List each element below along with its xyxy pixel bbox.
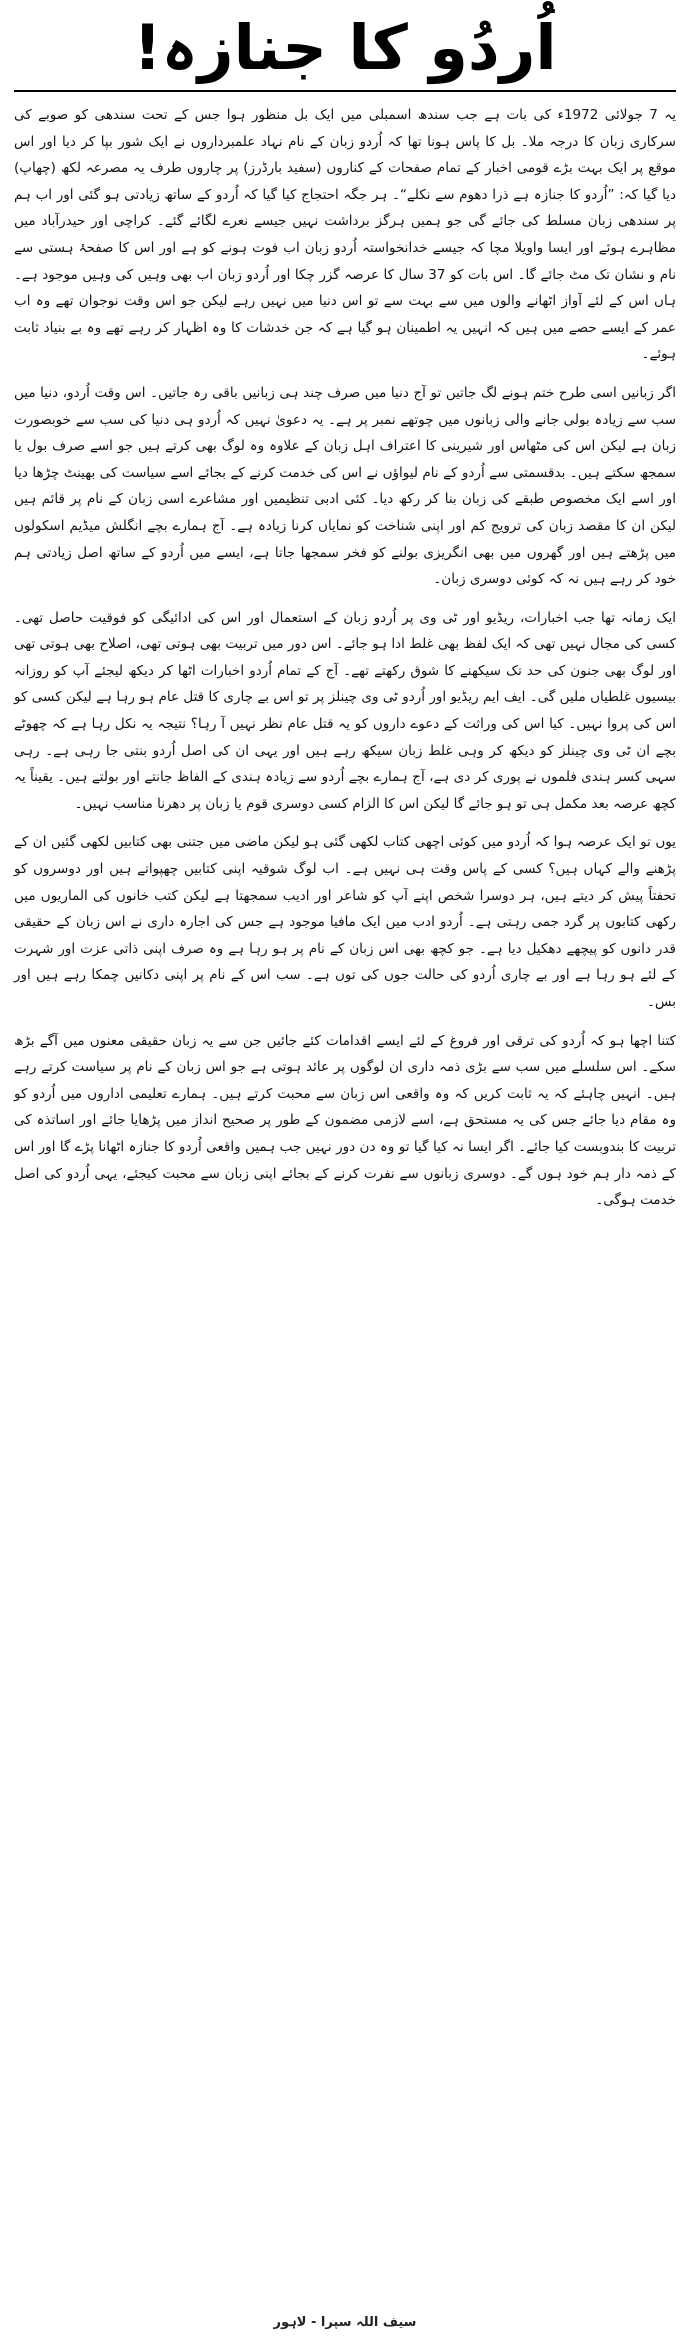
headline: اُردُو کا جنازہ!: [133, 11, 557, 84]
article-body: [14, 102, 676, 1214]
author-byline: سیف اللہ سپرا - لاہور: [273, 2315, 417, 2330]
article-paragraph: کتنا اچھا ہو کہ اُردو کی ترقی اور فروغ کے لئے ایسے اقدامات کئے جائیں جن سے یہ زبان حقیقی معنوں میں آگے بڑھ سکے۔ اس سلسلے میں سب سے بڑی ذمہ داری ان لوگوں پر عائد ہوتی ہے جو اس زبان کے نام پر سیاست کرتے رہے ہیں۔ انہیں چاہئے کہ یہ ثابت کریں کہ وہ واقعی اس زبان سے محبت کرتے ہیں۔ ہمارے تعلیمی اداروں میں اُردو کو وہ مقام دیا جائے جس کی یہ مستحق ہے، اسے لازمی مضمون کے طور پر صحیح انداز میں پڑھایا جائے اور اساتذہ کی تربیت کا بندوبست کیا جائے۔ اگر ایسا نہ کیا گیا تو وہ دن دور نہیں جب ہمیں واقعی اُردو کا جنازہ اٹھانا پڑے گا اور اس کے ذمہ دار ہم خود ہوں گے۔ دوسری زبانوں سے نفرت کرنے کے بجائے اپنی زبان سے محبت کیجئے، یہی اُردو کی اصل خدمت ہوگی۔: [14, 1032, 676, 1209]
article-paragraph: اگر زبانیں اسی طرح ختم ہونے لگ جاتیں تو آج دنیا میں صرف چند ہی زبانیں باقی رہ جاتیں۔ اس وقت اُردو، دنیا میں سب سے زیادہ بولی جانے والی زبانوں میں چوتھے نمبر پر ہے۔ یہ دعویٰ نہیں کہ اُردو ہی دنیا کی سب سے خوبصورت زبان ہے لیکن اس کی مٹھاس اور شیرینی کا اعتراف اہل زبان کے علاوہ وہ لوگ بھی کرتے ہیں جو اسے صرف بول یا سمجھ سکتے ہیں۔ بدقسمتی سے اُردو کے نام لیواؤں نے اس کی خدمت کرنے کے بجائے اسے سیاست کی بھینٹ چڑھا دیا اور اسے ایک مخصوص طبقے کی زبان بنا کر رکھ دیا۔ کئی ادبی تنظیمیں اور مشاعرے اسی زبان کے نام پر قائم ہیں لیکن ان کا مقصد زبان کی ترویج کم اور اپنی شناخت کو نمایاں کرنا زیادہ ہے۔ آج ہمارے بچے انگلش میڈیم اسکولوں میں پڑھتے ہیں اور گھروں میں بھی انگریزی بولنے کو فخر سمجھا جاتا ہے، ایسے میں اُردو کے ساتھ اصل زیادتی ہم خود کر رہے ہیں نہ کہ کوئی دوسری زبان۔: [14, 384, 677, 588]
headline-divider: [14, 90, 676, 92]
article-paragraph: ایک زمانہ تھا جب اخبارات، ریڈیو اور ٹی وی پر اُردو زبان کے استعمال اور اس کی ادائیگی کو فوقیت حاصل تھی۔ کسی کی مجال نہیں تھی کہ ایک لفظ بھی غلط ادا ہو جائے۔ اس دور میں تربیت بھی ہوتی تھی، اصلاح بھی ہوتی تھی اور لوگ بھی جنون کی حد تک سیکھنے کا شوق رکھتے تھے۔ آج کے تمام اُردو اخبارات اٹھا کر دیکھ لیجئے آپ کو روزانہ بیسیوں غلطیاں ملیں گی۔ ایف ایم ریڈیو اور اُردو ٹی وی چینلز پر تو اس بے چاری کا قتل عام ہو رہا ہے لیکن کسی کو اس کی پروا نہیں۔ کیا اس کی وراثت کے دعوے داروں کو یہ قتل عام نظر نہیں آ رہا؟ نتیجہ یہ نکل رہا ہے کہ چھوٹے بچے ان ٹی وی چینلز کو دیکھ کر وہی غلط زبان سیکھ رہے ہیں اور یہی ان کی اصل اُردو بنتی جا رہی ہے۔ رہی سہی کسر ہندی فلموں نے پوری کر دی ہے، آج ہمارے بچے اُردو سے زیادہ ہندی کے الفاظ جانتے اور بولتے ہیں۔ یقیناً یہ کچھ عرصہ بعد مکمل ہی تو ہو جائے گا لیکن اس کا الزام کسی دوسری قوم یا زبان پر دھرنا مناسب نہیں۔: [14, 609, 676, 812]
article-paragraph: یوں تو ایک عرصہ ہوا کہ اُردو میں کوئی اچھی کتاب لکھی گئی ہو لیکن ماضی میں جتنی بھی کتابیں لکھی گئیں ان کے پڑھنے والے کہاں ہیں؟ کسی کے پاس وقت ہی نہیں ہے۔ اب لوگ شوقیہ اپنی کتابیں چھپواتے ہیں اور دوسروں کو تحفتاً پیش کر دیتے ہیں، ہر دوسرا شخص اپنے آپ کو شاعر اور ادیب سمجھتا ہے لیکن کتب خانوں کی الماریوں میں رکھی کتابوں پر گرد جمی رہتی ہے۔ اُردو ادب میں ایک مافیا موجود ہے جس کی اجارہ داری نے اس زبان کے حقیقی قدر دانوں کو پیچھے دھکیل دیا ہے۔ جو کچھ بھی اس زبان کے نام پر ہو رہا ہے وہ صرف اپنی ذاتی عزت اور شہرت کے لئے ہو رہا ہے اور بے چاری اُردو کی حالت جوں کی توں ہے۔ سب اس کے نام پر اپنی دکانیں چمکا رہے ہیں اور بس۔: [14, 834, 676, 1010]
article-paragraph: یہ 7 جولائی 1972ء کی بات ہے جب سندھ اسمبلی میں ایک بل منظور ہوا جس کے تحت سندھی کو صوبے کی سرکاری زبان کا درجہ ملا۔ بل کا پاس ہونا تھا کہ اُردو زبان کے نام نہاد علمبرداروں نے ایک شور بپا کر دیا اور اس موقع پر ایک بہت بڑے قومی اخبار کے تمام صفحات کے کناروں (سفید بارڈرز) پر چاروں طرف یہ مصرعہ لکھ (چھاپ) دیا گیا کہ: ”اُردو کا جنازہ ہے ذرا دھوم سے نکلے“۔ ہر جگہ احتجاج کیا گیا کہ اُردو کے ساتھ زیادتی ہو گئی اور اب ہم پر سندھی زبان مسلط کی جائے گی جو ہمیں ہرگز برداشت نہیں جیسے نعرے لگائے گئے۔ کراچی اور حیدرآباد میں مظاہرے ہوئے اور ایسا واویلا مچا کہ جیسے خدانخواستہ اُردو زبان اب فوت ہونے کو ہے اور اس کا صفحۂ ہستی سے نام و نشان تک مٹ جائے گا۔ اس بات کو 37 سال کا عرصہ گزر چکا اور اُردو زبان اب بھی وہیں کی وہیں موجود ہے۔ ہاں اس کے لئے آواز اٹھانے والوں میں سے بہت سے تو اس دنیا میں نہیں رہے لیکن جو اس وقت نوجوان تھے وہ اب عمر کے ایسے حصے میں ہیں کہ انہیں یہ اطمینان ہو گیا ہے کہ جن خدشات کا وہ اظہار کر رہے تھے وہ بے بنیاد ثابت ہوئے۔: [14, 107, 677, 363]
